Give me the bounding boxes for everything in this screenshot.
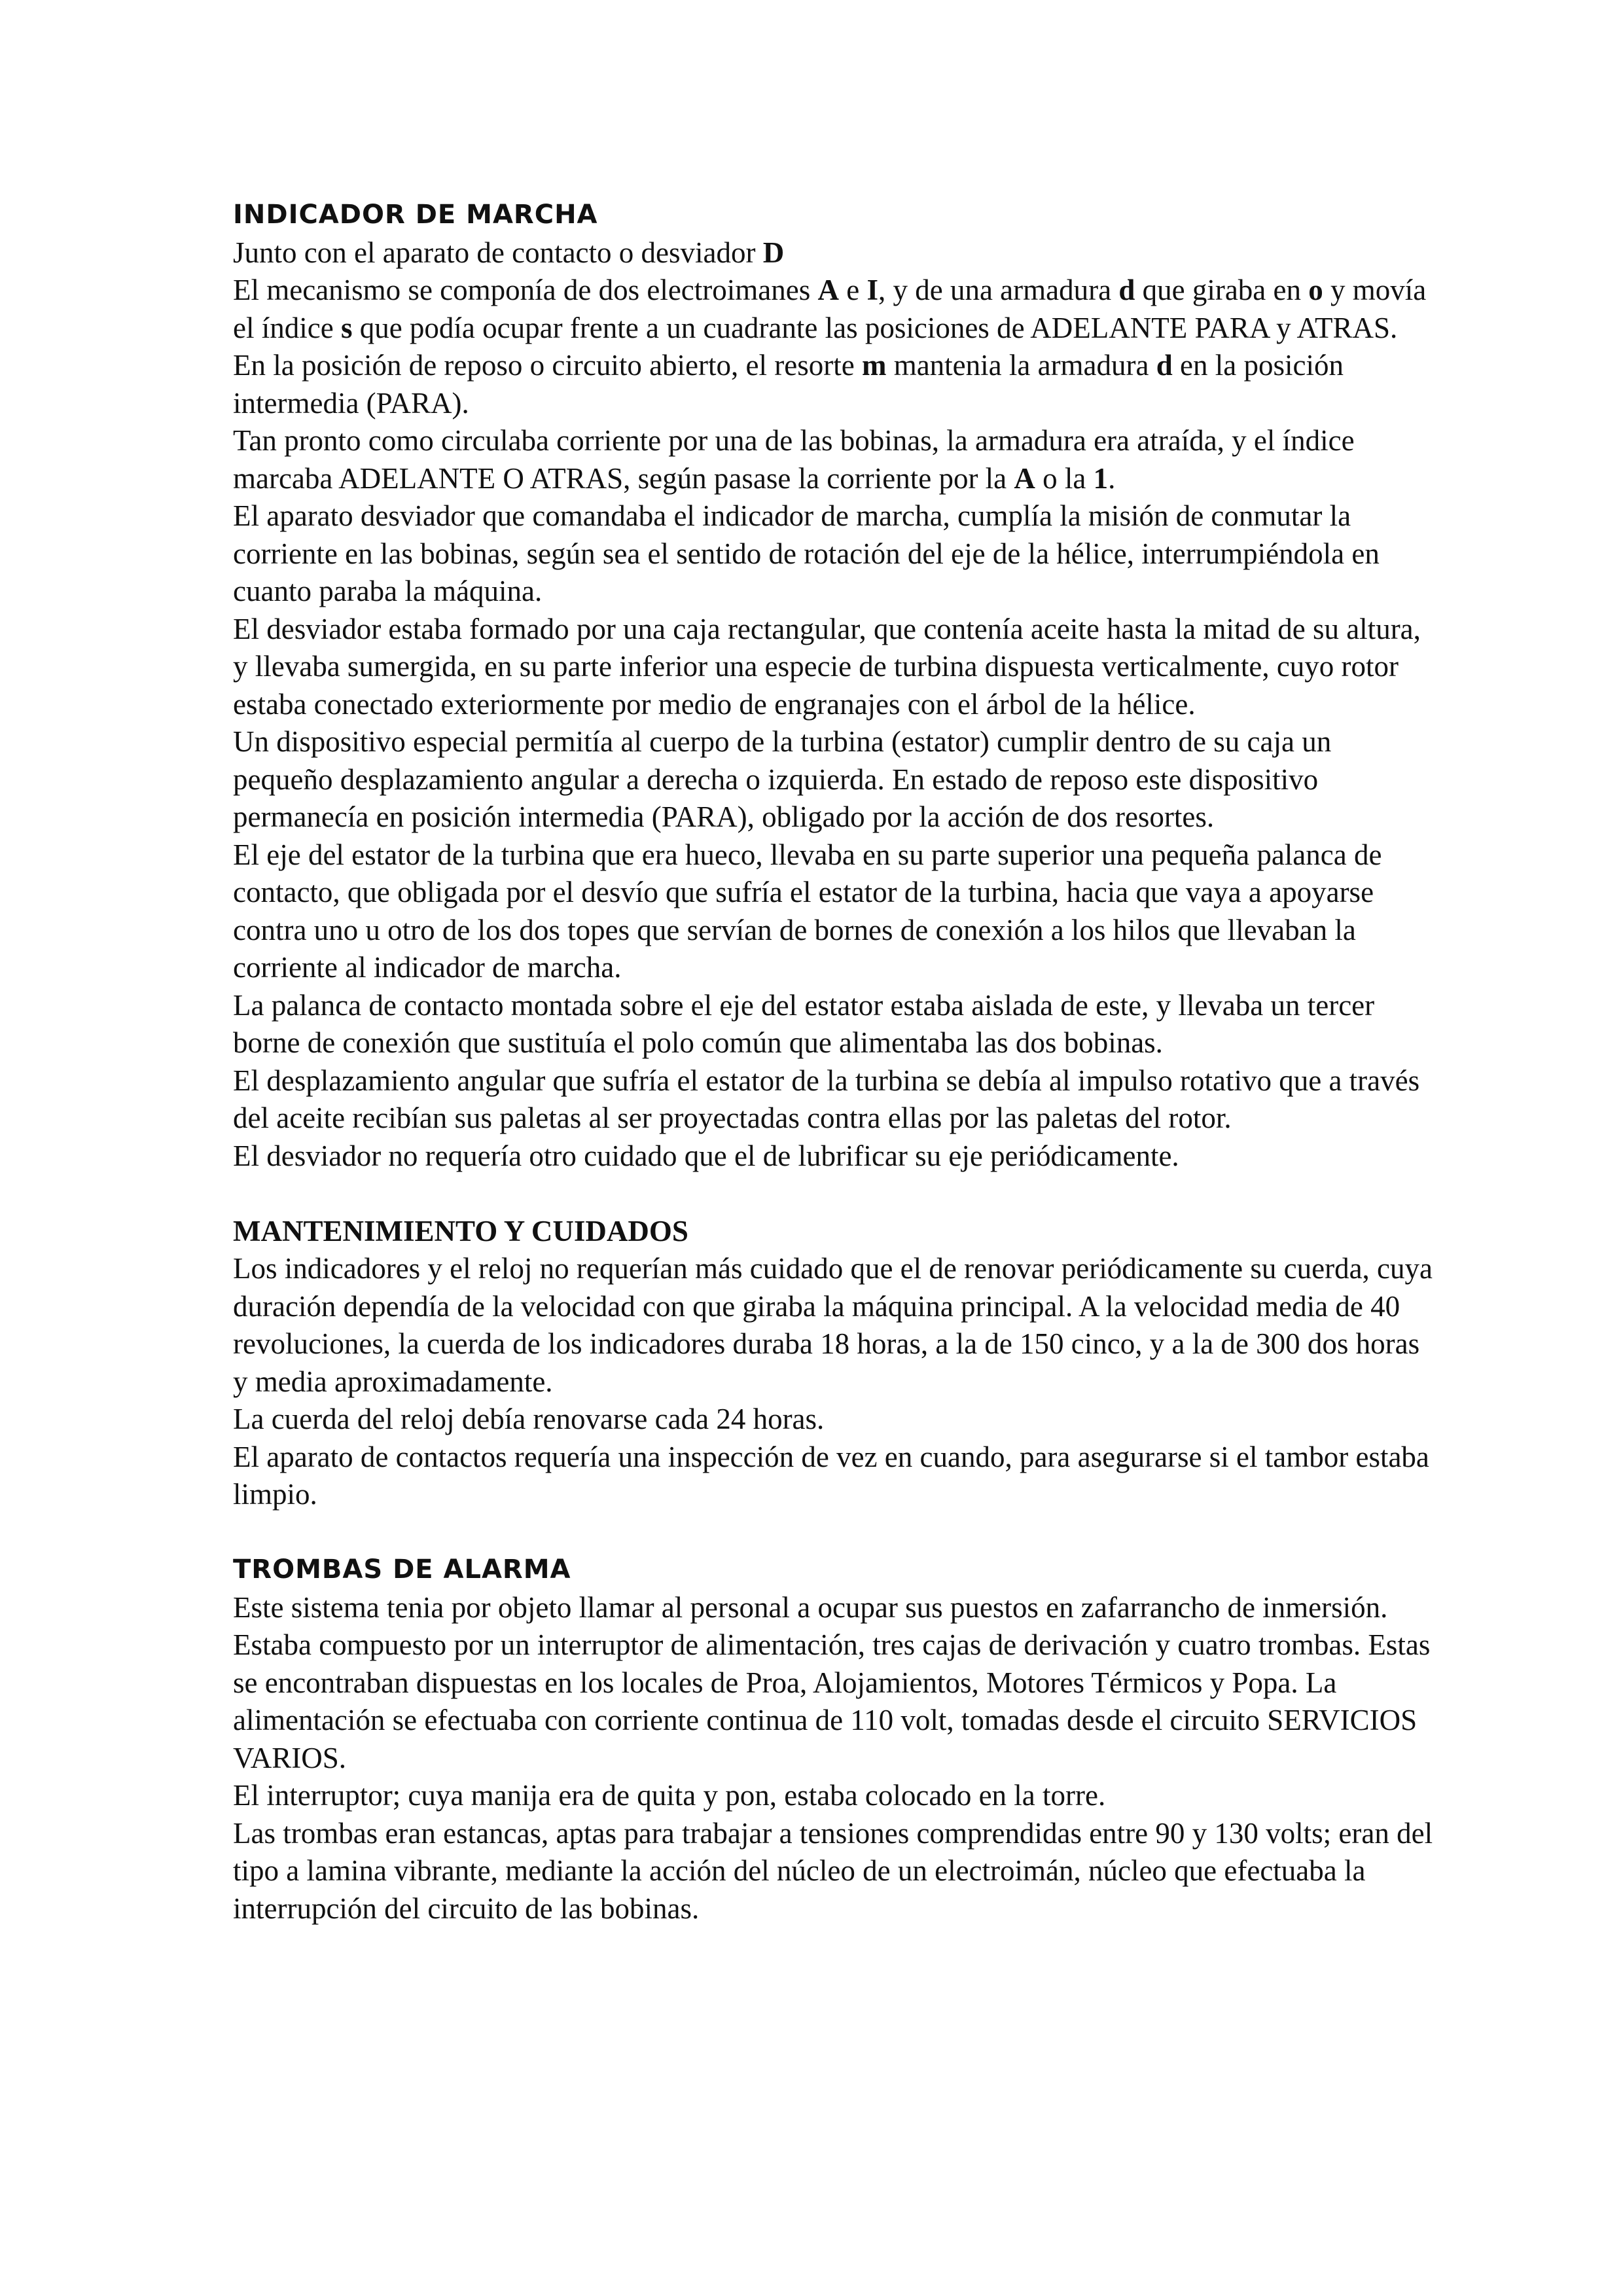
bold-term: d xyxy=(1156,349,1173,382)
bold-term: s xyxy=(340,311,353,344)
paragraph: Junto con el aparato de contacto o desviador D xyxy=(233,236,785,269)
paragraph: El eje del estator de la turbina que era hueco, llevaba en su parte superior una pequeña palanca de contacto, que obligada por el desvío que sufría el estator de la turbina, hacia que vaya a apoyarse contra uno u otro de los dos topes que servían de bornes de conexión a los hilos que llevaban la corriente al indicador de marcha. xyxy=(233,838,1382,984)
paragraph: Las trombas eran estancas, aptas para trabajar a tensiones comprendidas entre 90 y 130 volts; eran del tipo a lamina vibrante, mediante la acción del núcleo de un electroimán, núcleo que efectuaba la interrupción del circuito de las bobinas. xyxy=(233,1816,1433,1925)
paragraph: La cuerda del reloj debía renovarse cada 24 horas. xyxy=(233,1403,825,1435)
bold-term: m xyxy=(861,349,887,382)
bold-term: D xyxy=(762,236,785,269)
section-indicador-de-marcha xyxy=(233,196,1437,1175)
section-body xyxy=(233,234,1437,1175)
paragraph: Un dispositivo especial permitía al cuerpo de la turbina (estator) cumplir dentro de su caja un pequeño desplazamiento angular a derecha o izquierda. En estado de reposo este dispositivo permanecía en posición intermedia (PARA), obligado por la acción de dos resortes. xyxy=(233,725,1332,833)
paragraph: El desviador estaba formado por una caja rectangular, que contenía aceite hasta la mitad de su altura, y llevaba sumergida, en su parte inferior una especie de turbina dispuesta verticalmente, cuyo rotor estaba conectado exteriormente por medio de engranajes con el árbol de la hélice. xyxy=(233,612,1421,721)
bold-term: o xyxy=(1308,274,1323,306)
bold-term: A xyxy=(1014,461,1035,495)
document-page xyxy=(233,196,1437,1928)
bold-term: A xyxy=(817,274,839,306)
paragraph: El interruptor; cuya manija era de quita y pon, estaba colocado en la torre. xyxy=(233,1779,1106,1812)
paragraph: El desplazamiento angular que sufría el estator de la turbina se debía al impulso rotativo que a través del aceite recibían sus paletas al ser proyectadas contra ellas por las paletas del rotor. xyxy=(233,1064,1420,1134)
paragraph: La palanca de contacto montada sobre el eje del estator estaba aislada de este, y llevaba un tercer borne de conexión que sustituía el polo común que alimentaba las dos bobinas. xyxy=(233,988,1375,1059)
section-heading: MANTENIMIENTO Y CUIDADOS xyxy=(233,1214,688,1247)
section-body xyxy=(233,1589,1437,1928)
paragraph: El aparato de contactos requería una inspección de vez en cuando, para asegurarse si el tambor estaba limpio. xyxy=(233,1440,1429,1511)
section-heading: INDICADOR DE MARCHA xyxy=(233,200,598,230)
paragraph: En la posición de reposo o circuito abierto, el resorte m mantenia la armadura d en la posición intermedia (PARA). xyxy=(233,349,1344,420)
paragraph: El desviador no requería otro cuidado que el de lubrificar su eje periódicamente. xyxy=(233,1139,1179,1172)
section-body xyxy=(233,1250,1437,1514)
paragraph: Este sistema tenia por objeto llamar al personal a ocupar sus puestos en zafarrancho de inmersión. Estaba compuesto por un interruptor de alimentación, tres cajas de derivación y cuatro trombas. Estas se encontraban dispuestas en los locales de Proa, Alojamientos, Motores Térmicos y Popa. La alimentación se efectuaba con corriente continua de 110 volt, tomadas desde el circuito SERVICIOS VARIOS. xyxy=(233,1590,1431,1774)
paragraph: El aparato desviador que comandaba el indicador de marcha, cumplía la misión de conmutar la corriente en las bobinas, según sea el sentido de rotación del eje de la hélice, interrumpiéndola en cuanto paraba la máquina. xyxy=(233,499,1380,607)
paragraph: Tan pronto como circulaba corriente por una de las bobinas, la armadura era atraída, y el índice marcaba ADELANTE O ATRAS, según pasase la corriente por la A o la 1. xyxy=(233,424,1355,495)
section-mantenimiento-y-cuidados xyxy=(233,1213,1437,1514)
section-trombas-de-alarma xyxy=(233,1551,1437,1928)
paragraph: El mecanismo se componía de dos electroimanes A e I, y de una armadura d que giraba en o y movía el índice s que podía ocupar frente a un cuadrante las posiciones de ADELANTE PARA y ATRAS. xyxy=(233,274,1427,344)
bold-term: d xyxy=(1118,274,1135,306)
bold-term: I xyxy=(866,274,878,306)
section-heading: TROMBAS DE ALARMA xyxy=(233,1554,571,1585)
bold-term: 1 xyxy=(1093,461,1109,495)
paragraph: Los indicadores y el reloj no requerían más cuidado que el de renovar periódicamente su cuerda, cuya duración dependía de la velocidad con que giraba la máquina principal. A la velocidad media de 40 revoluciones, la cuerda de los indicadores duraba 18 horas, a la de 150 cinco, y a la de 300 dos horas y media aproximadamente. xyxy=(233,1252,1433,1398)
